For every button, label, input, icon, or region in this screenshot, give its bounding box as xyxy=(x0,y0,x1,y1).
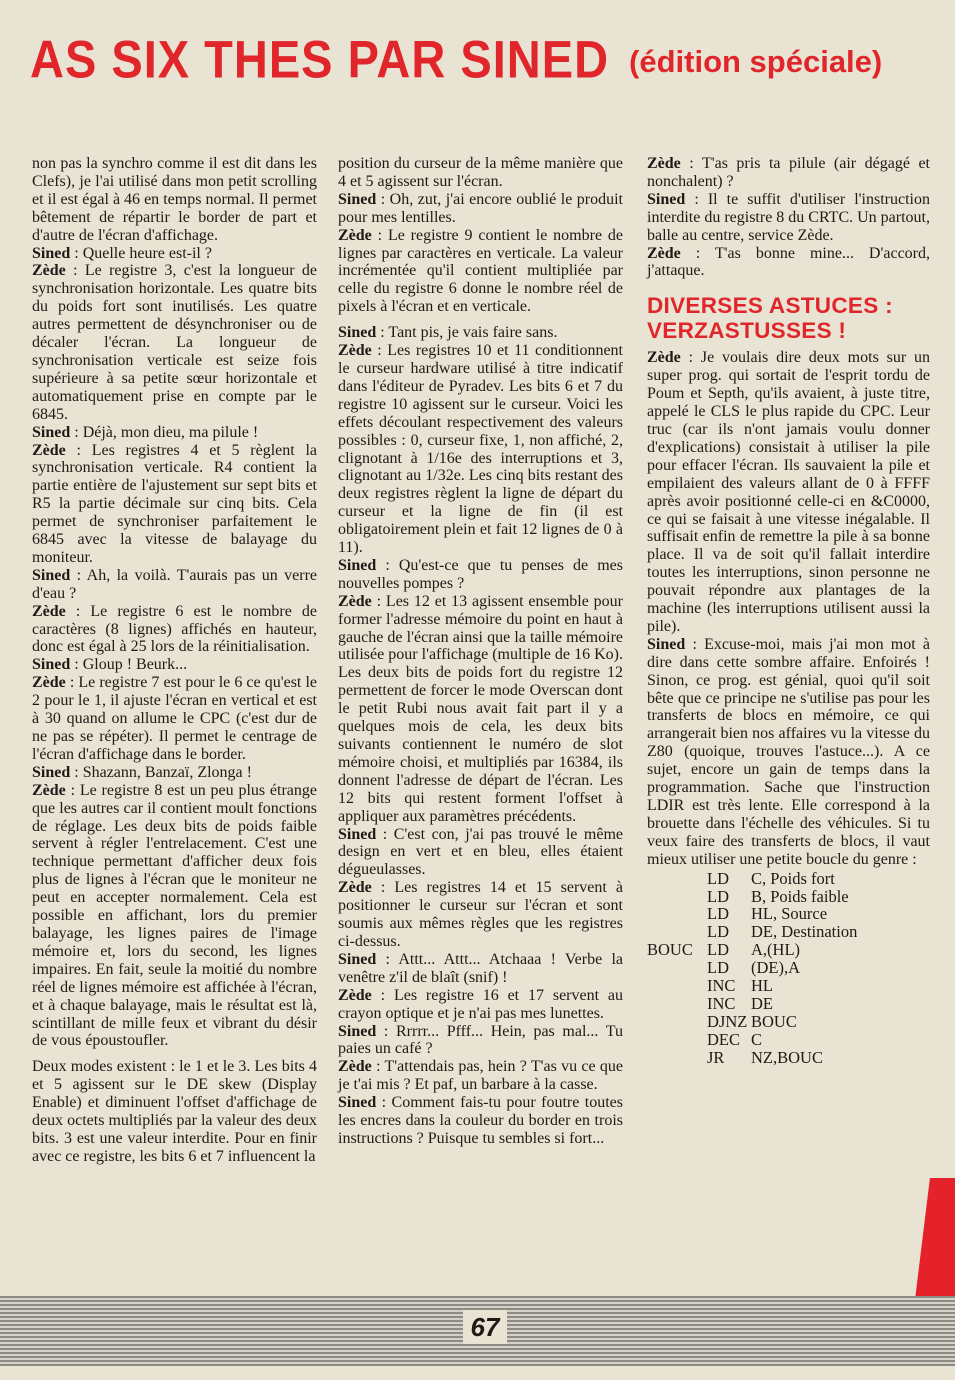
speaker-name: Sined xyxy=(338,324,377,342)
paragraph xyxy=(32,1058,317,1165)
speaker-name: Sined xyxy=(338,950,377,968)
code-operand: B, Poids faible xyxy=(751,886,849,906)
paragraph xyxy=(647,155,930,191)
paragraph-text: Deux modes existent : le 1 et le 3. Les bits 4 et 5 agissent sur le DE skew (Display Enable) et diminuent l'offset d'affichage de deux octets multipliés par la valeur des deux bits. 3 est une valeur interdite. Pour en finir avec ce registre, les bits 6 et 7 influencent la xyxy=(32,1058,317,1165)
paragraph xyxy=(32,245,317,263)
paragraph xyxy=(338,1023,623,1059)
speaker-name: Sined xyxy=(338,1094,377,1112)
paragraph-text: : Il te suffit d'utiliser l'instruction interdite du registre 8 du CRTC. Un partout, balle au centre, service Zède. xyxy=(647,190,930,244)
code-line xyxy=(647,888,930,906)
speaker-name: Zède xyxy=(32,262,66,280)
code-opcode: INC xyxy=(707,993,736,1013)
code-line xyxy=(647,941,930,959)
code-opcode: LD xyxy=(707,886,729,906)
paragraph-text: : Oh, zut, j'ai encore oublié le produit pour mes lentilles. xyxy=(338,190,623,226)
paragraph-text: : Comment fais-tu pour foutre toutes les encres dans la couleur du border en trois instructions ? Puisque tu sembles si fort... xyxy=(338,1094,623,1147)
paragraph xyxy=(647,245,930,281)
paragraph xyxy=(32,424,317,442)
text-column-2 xyxy=(338,155,623,1148)
page-number: 67 xyxy=(463,1310,507,1344)
paragraph-text: : Le registre 6 est le nombre de caractères (8 lignes) affichés en hauteur, donc est égal à 25 lors de la réinitialisation. xyxy=(32,602,317,656)
paragraph xyxy=(338,557,623,593)
code-label xyxy=(647,959,707,977)
paragraph xyxy=(338,1058,623,1094)
speaker-name: Zède xyxy=(338,986,372,1004)
paragraph xyxy=(338,342,623,557)
paragraph xyxy=(338,593,623,826)
code-listing xyxy=(647,870,930,1067)
code-opcode: LD xyxy=(707,904,729,924)
paragraph xyxy=(338,826,623,880)
speaker-name: Zède xyxy=(338,592,372,610)
speaker-name: Zède xyxy=(338,1058,372,1076)
paragraph-text: : Qu'est-ce que tu penses de mes nouvelles pompes ? xyxy=(338,556,623,592)
text-column-1 xyxy=(32,155,317,1166)
code-opcode: INC xyxy=(707,976,736,996)
code-label xyxy=(647,1013,707,1031)
article-title-row xyxy=(30,28,930,88)
code-label xyxy=(647,905,707,923)
code-label xyxy=(647,977,707,995)
paragraph-text: : Quelle heure est-il ? xyxy=(70,244,212,262)
paragraph xyxy=(647,349,930,636)
paragraph xyxy=(32,674,317,764)
paragraph xyxy=(32,567,317,603)
code-operand: HL xyxy=(751,976,773,996)
code-opcode: DEC xyxy=(707,1029,740,1049)
paragraph-text: : Le registre 8 est un peu plus étrange que les autres car il contient moult fonctions de réglage. Les deux bits de poids faible servent à régler l'entrelacement. C'est une technique permettant d'afficher deux fois plus de lignes à l'écran que le moniteur ne peut en accepter normalement. Cela est possible en affichant, lors du premier balayage, les lignes paires de l'image mémoire et, lors du second, les lignes impaires. En fait, seule la moitié du nombre réel de lignes mémoire est affichée à l'écran, et à chaque balayage, mais le résultat est là, scintillant de mille feux et vibrant du désir de vous époustoufler. xyxy=(32,781,317,1050)
speaker-name: Zède xyxy=(32,781,66,799)
paragraph-text: : Je voulais dire deux mots sur un super prog. qui sortait de l'esprit tordu de Poum et Septh, qu'ils avaient, à juste titre, appelé le CLS le plus rapide du CPC. Leur truc (car ils n'ont jamais voulu donner d'explications) consistait à utiliser la pile pour effacer l'écran. Ils sauvaient la pile et empilaient des valeurs allant de 0 à FFFF après avoir positionné celle-ci en &C0000, ce qui se faisait à une vitesse inégalable. Il suffisait enfin de remettre la pile à sa bonne place. Il va de soit qu'il fallait interdire toutes les interruptions, sinon personne ne pouvait répondre aux plantages de la machine (les interruptions utilisent aussi la pile). xyxy=(647,349,930,635)
code-label xyxy=(647,888,707,906)
paragraph-text: : Les registres 10 et 11 conditionnent le curseur hardware utilisé à titre indicatif dans l'éditeur de Pyradev. Les bits 6 et 7 du registre 10 agissent sur le curseur. Voici les effets découlant respectivement des valeurs possibles : 0, curseur fixe, 1, non affiché, 2, clignotant à 1/16e des interruptions et 3, clignotant au 1/32e. Les cinq bits restant des deux registres règlent la ligne de départ du curseur et la ligne de fin (il est obligatoirement plein et fait 12 lignes de 0 à 11). xyxy=(338,342,623,557)
code-line xyxy=(647,905,930,923)
paragraph xyxy=(32,764,317,782)
code-operand: HL, Source xyxy=(751,904,828,924)
speaker-name: Zède xyxy=(647,155,681,172)
code-line xyxy=(647,1013,930,1031)
article-title: AS SIX THES PAR SINED xyxy=(30,29,610,89)
paragraph-text: : Rrrrr... Pfff... Hein, pas mal... Tu paies un café ? xyxy=(338,1022,623,1058)
code-operand: C xyxy=(751,1029,763,1049)
code-opcode: LD xyxy=(707,940,729,960)
paragraph xyxy=(32,603,317,657)
speaker-name: Sined xyxy=(32,763,71,781)
paragraph xyxy=(647,636,930,869)
article-subtitle: (édition spéciale) xyxy=(629,44,883,79)
paragraph-text: : Les 12 et 13 agissent ensemble pour former l'adresse mémoire du point en haut à gauche de l'écran ainsi que la taille mémoire utilisée pour l'affichage (multiple de 16 Ko). Les deux bits de poids fort du registre 12 permettent de forcer le mode Overscan dont le petit Rubi nous avait fait part il y a quelques mois de cela, les deux bits suivants contiennent le numéro de slot mémoire choisi, et multipliés par 16384, ils donnent l'adresse de départ de l'écran. Les 12 bits qui restent forment l'offset à appliquer aux paramètres précédents. xyxy=(338,592,623,825)
text-column-3 xyxy=(647,155,930,1067)
speaker-name: Sined xyxy=(32,566,71,584)
paragraph-text: : C'est con, j'ai pas trouvé le même design en vert et en bleu, elles étaient dégueulasses. xyxy=(338,825,623,879)
paragraph-text: : Gloup ! Beurk... xyxy=(70,656,188,674)
speaker-name: Sined xyxy=(647,635,686,653)
paragraph-text: : Tant pis, je vais faire sans. xyxy=(376,324,558,342)
speaker-name: Zède xyxy=(32,602,66,620)
speaker-name: Sined xyxy=(32,656,71,674)
paragraph-text: : Shazann, Banzaï, Zlonga ! xyxy=(70,763,252,781)
code-label: BOUC xyxy=(647,940,693,960)
code-line xyxy=(647,995,930,1013)
speaker-name: Sined xyxy=(647,190,686,208)
code-operand: DE, Destination xyxy=(751,922,858,942)
paragraph-text: : Le registre 3, c'est la longueur de synchronisation horizontale. Les quatre bits du poids fort sont inutilisés. Les quatre autres permettent de désynchroniser ou de décaler l'écran. La longueur de synchronisation verticale est seize fois supérieure à sa petite sœur horizontale et automatiquement prise en compte par le 6845. xyxy=(32,262,317,423)
paragraph xyxy=(32,155,317,245)
code-operand: (DE),A xyxy=(751,958,801,978)
code-label xyxy=(647,870,707,888)
speaker-name: Sined xyxy=(338,556,377,574)
code-label xyxy=(647,995,707,1013)
code-line xyxy=(647,959,930,977)
code-line xyxy=(647,1031,930,1049)
code-opcode: JR xyxy=(707,1047,725,1067)
paragraph-text: : Les registres 14 et 15 servent à positionner le curseur sur l'écran et sont soumis aux mêmes règles que les registres ci-dessus. xyxy=(338,879,623,950)
code-operand: C, Poids fort xyxy=(751,868,835,888)
paragraph-text: : T'as bonne mine... D'accord, j'attaque. xyxy=(647,244,930,280)
speaker-name: Sined xyxy=(32,244,71,262)
paragraph xyxy=(647,191,930,245)
speaker-name: Zède xyxy=(647,349,681,367)
speaker-name: Sined xyxy=(338,1022,377,1040)
code-opcode: LD xyxy=(707,958,729,978)
speaker-name: Zède xyxy=(338,226,372,244)
paragraph xyxy=(32,782,317,1051)
code-label xyxy=(647,923,707,941)
code-operand: BOUC xyxy=(751,1011,797,1031)
speaker-name: Zède xyxy=(32,674,66,692)
paragraph-text: : T'attendais pas, hein ? T'as vu ce que je t'ai mis ? Et paf, un barbare à la casse. xyxy=(338,1058,623,1094)
paragraph-text: : T'as pris ta pilule (air dégagé et nonchalent) ? xyxy=(647,155,930,190)
paragraph-text: : Attt... Attt... Atchaaa ! Verbe la venêtre z'il de blaît (snif) ! xyxy=(338,950,623,986)
code-operand: NZ,BOUC xyxy=(751,1047,823,1067)
paragraph-text: position du curseur de la même manière que 4 et 5 agissent sur l'écran. xyxy=(338,155,623,190)
paragraph-text: non pas la synchro comme il est dit dans les Clefs), je l'ai utilisé dans mon petit scrolling et il est égal à 46 en temps normal. Il permet bêtement de répartir le border de part et d'autre de l'écran d'affichage. xyxy=(32,155,317,244)
paragraph xyxy=(338,227,623,317)
speaker-name: Sined xyxy=(338,190,377,208)
paragraph xyxy=(32,262,317,423)
paragraph-text: : Le registre 7 est pour le 6 ce qu'est le 2 pour le 1, il ajuste l'écran en vertical et est à 30 quand on allume le CPC (c'est dur de ne pas se répéter). Il permet le centrage de l'écran d'affichage dans le border. xyxy=(32,674,317,763)
paragraph-text: : Les registre 16 et 17 servent au crayon optique et je n'ai pas mes lunettes. xyxy=(338,986,623,1022)
code-label xyxy=(647,1049,707,1067)
speaker-name: Zède xyxy=(32,441,66,459)
paragraph xyxy=(32,442,317,567)
paragraph xyxy=(338,155,623,191)
code-opcode: DJNZ xyxy=(707,1011,748,1031)
paragraph-text: : Le registre 9 contient le nombre de lignes par caractères en verticale. La valeur incrémentée qu'il contient multipliée par celle du registre 6 donne le nombre réel de pixels à l'écran et en verticale. xyxy=(338,226,623,316)
paragraph-text: : Ah, la voilà. T'aurais pas un verre d'eau ? xyxy=(32,566,317,602)
paragraph xyxy=(32,656,317,674)
code-opcode: LD xyxy=(707,922,729,942)
paragraph xyxy=(338,951,623,987)
paragraph xyxy=(338,191,623,227)
paragraph xyxy=(338,324,623,342)
column-3-bottom xyxy=(647,349,930,868)
paragraph xyxy=(338,879,623,951)
paragraph-text: : Excuse-moi, mais j'ai mon mot à dire dans cette sombre affaire. Enfoirés ! Sinon, ce prog. est génial, quoi qu'il soit bête que ce principe ne s'utilise pas pour les transferts de blocs en mémoire, ce qui arrangerait bien nos affaires vu la vitesse du Z80 (quoique, trouves l'astuce...). A ce sujet, encore un gain de temps dans la programmation. Sache que l'instruction LDIR est très lente. Elle correspond à la brouette dans l'échelle des véhicules. Si tu veux faire des transferts de blocs, il vaut mieux utiliser une petite boucle du genre : xyxy=(647,635,930,868)
paragraph-text: : Déjà, mon dieu, ma pilule ! xyxy=(70,423,259,441)
paragraph xyxy=(338,1094,623,1148)
code-operand: A,(HL) xyxy=(751,940,801,960)
code-opcode: LD xyxy=(707,868,729,888)
code-label xyxy=(647,1031,707,1049)
speaker-name: Zède xyxy=(338,342,372,360)
speaker-name: Zède xyxy=(647,244,681,262)
paragraph xyxy=(338,987,623,1023)
speaker-name: Sined xyxy=(32,423,71,441)
speaker-name: Zède xyxy=(338,879,372,897)
code-line xyxy=(647,1049,930,1067)
paragraph-text: : Les registres 4 et 5 règlent la synchronisation verticale. R4 contient la partie entière de l'ajustement sur sept bits et R5 la partie décimale sur cinq bits. Cela permet de synchroniser parfaitement le 6845 avec la vitesse de balayage du moniteur. xyxy=(32,441,317,566)
column-3-top xyxy=(647,155,930,280)
speaker-name: Sined xyxy=(338,825,377,843)
code-line xyxy=(647,923,930,941)
code-line xyxy=(647,870,930,888)
section-heading: DIVERSES ASTUCES : VERZASTUSSES ! xyxy=(647,293,893,344)
code-line xyxy=(647,977,930,995)
code-operand: DE xyxy=(751,993,773,1013)
